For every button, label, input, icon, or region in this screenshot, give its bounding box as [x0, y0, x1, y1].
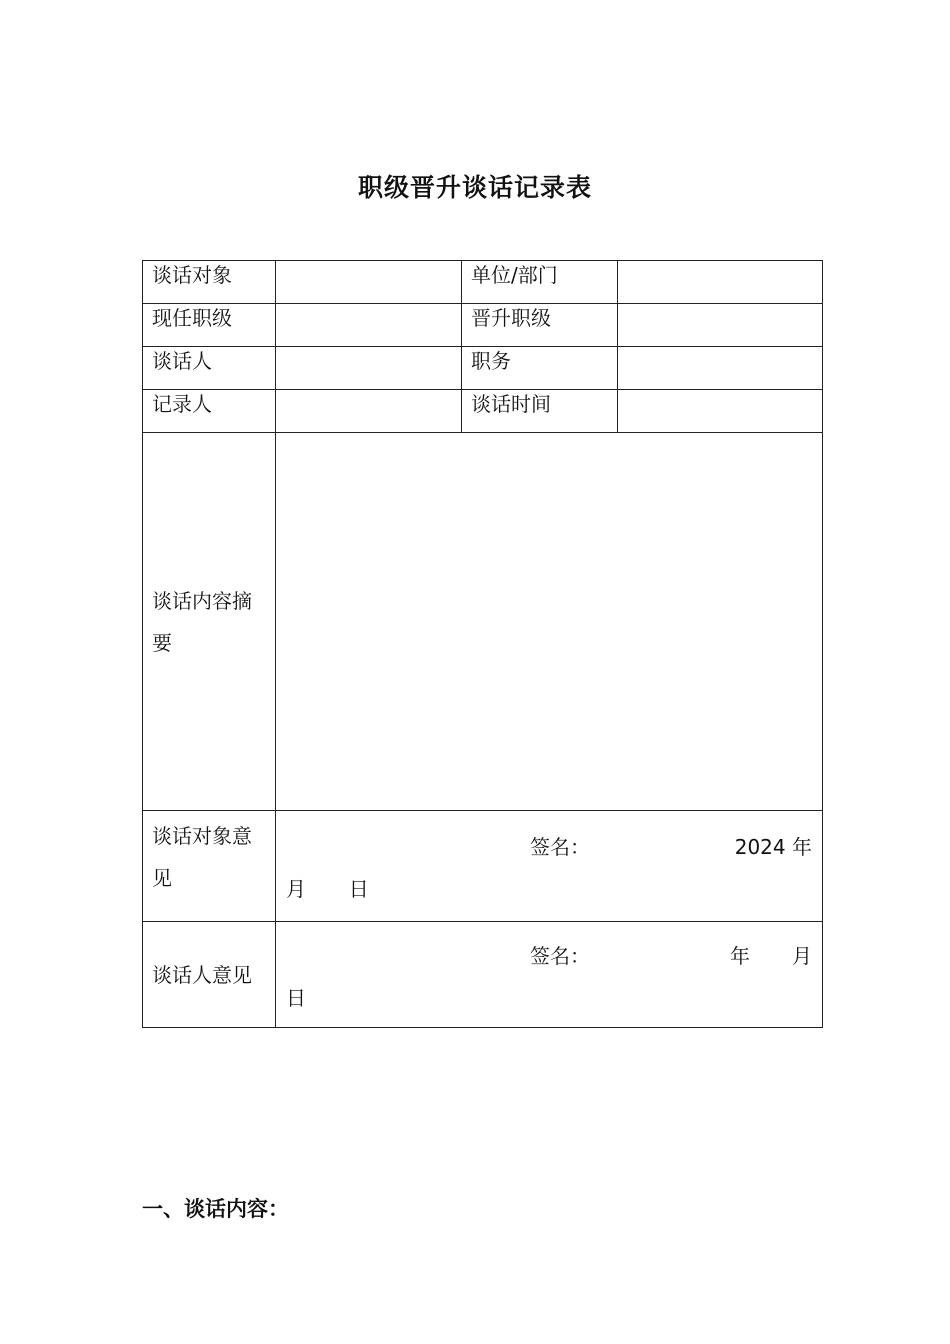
month-text: 月 [792, 944, 812, 968]
record-table [142, 260, 823, 1028]
signature-label: 签名： [530, 944, 590, 968]
label-interviewer: 谈话人 [143, 347, 276, 390]
field-recorder[interactable] [276, 390, 462, 433]
label-interview-time: 谈话时间 [462, 390, 618, 433]
table-row [143, 390, 823, 433]
table-row [143, 261, 823, 304]
table-row [143, 922, 823, 1028]
label-summary: 谈话内容摘要 [143, 433, 276, 811]
date-line [286, 875, 369, 903]
field-interviewer[interactable] [276, 347, 462, 390]
day-text: 日 [286, 986, 306, 1010]
field-promoted-rank[interactable] [618, 304, 823, 347]
year-text: 2024 年 [734, 835, 812, 859]
label-recorder: 记录人 [143, 390, 276, 433]
field-position[interactable] [618, 347, 823, 390]
label-subject: 谈话对象 [143, 261, 276, 304]
table-row [143, 433, 823, 811]
field-summary[interactable] [276, 433, 823, 811]
label-promoted-rank: 晋升职级 [462, 304, 618, 347]
label-subject-opinion: 谈话对象意见 [143, 811, 276, 922]
month-text: 月 [286, 877, 306, 901]
table-row [143, 811, 823, 922]
field-interviewer-opinion[interactable] [276, 922, 823, 1028]
year-text: 年 [730, 944, 750, 968]
section-heading: 一、谈话内容： [142, 1197, 289, 1221]
date-line [286, 984, 306, 1012]
table-row [143, 304, 823, 347]
label-position: 职务 [462, 347, 618, 390]
label-interviewer-opinion: 谈话人意见 [143, 922, 276, 1028]
field-department[interactable] [618, 261, 823, 304]
label-department: 单位/部门 [462, 261, 618, 304]
day-text: 日 [348, 877, 369, 901]
field-interview-time[interactable] [618, 390, 823, 433]
field-subject[interactable] [276, 261, 462, 304]
signature-line [286, 833, 812, 863]
table-row [143, 347, 823, 390]
field-current-rank[interactable] [276, 304, 462, 347]
signature-label: 签名： [530, 835, 590, 859]
label-current-rank: 现任职级 [143, 304, 276, 347]
field-subject-opinion[interactable] [276, 811, 823, 922]
document-title: 职级晋升谈话记录表 [357, 173, 592, 202]
signature-line [286, 942, 812, 972]
